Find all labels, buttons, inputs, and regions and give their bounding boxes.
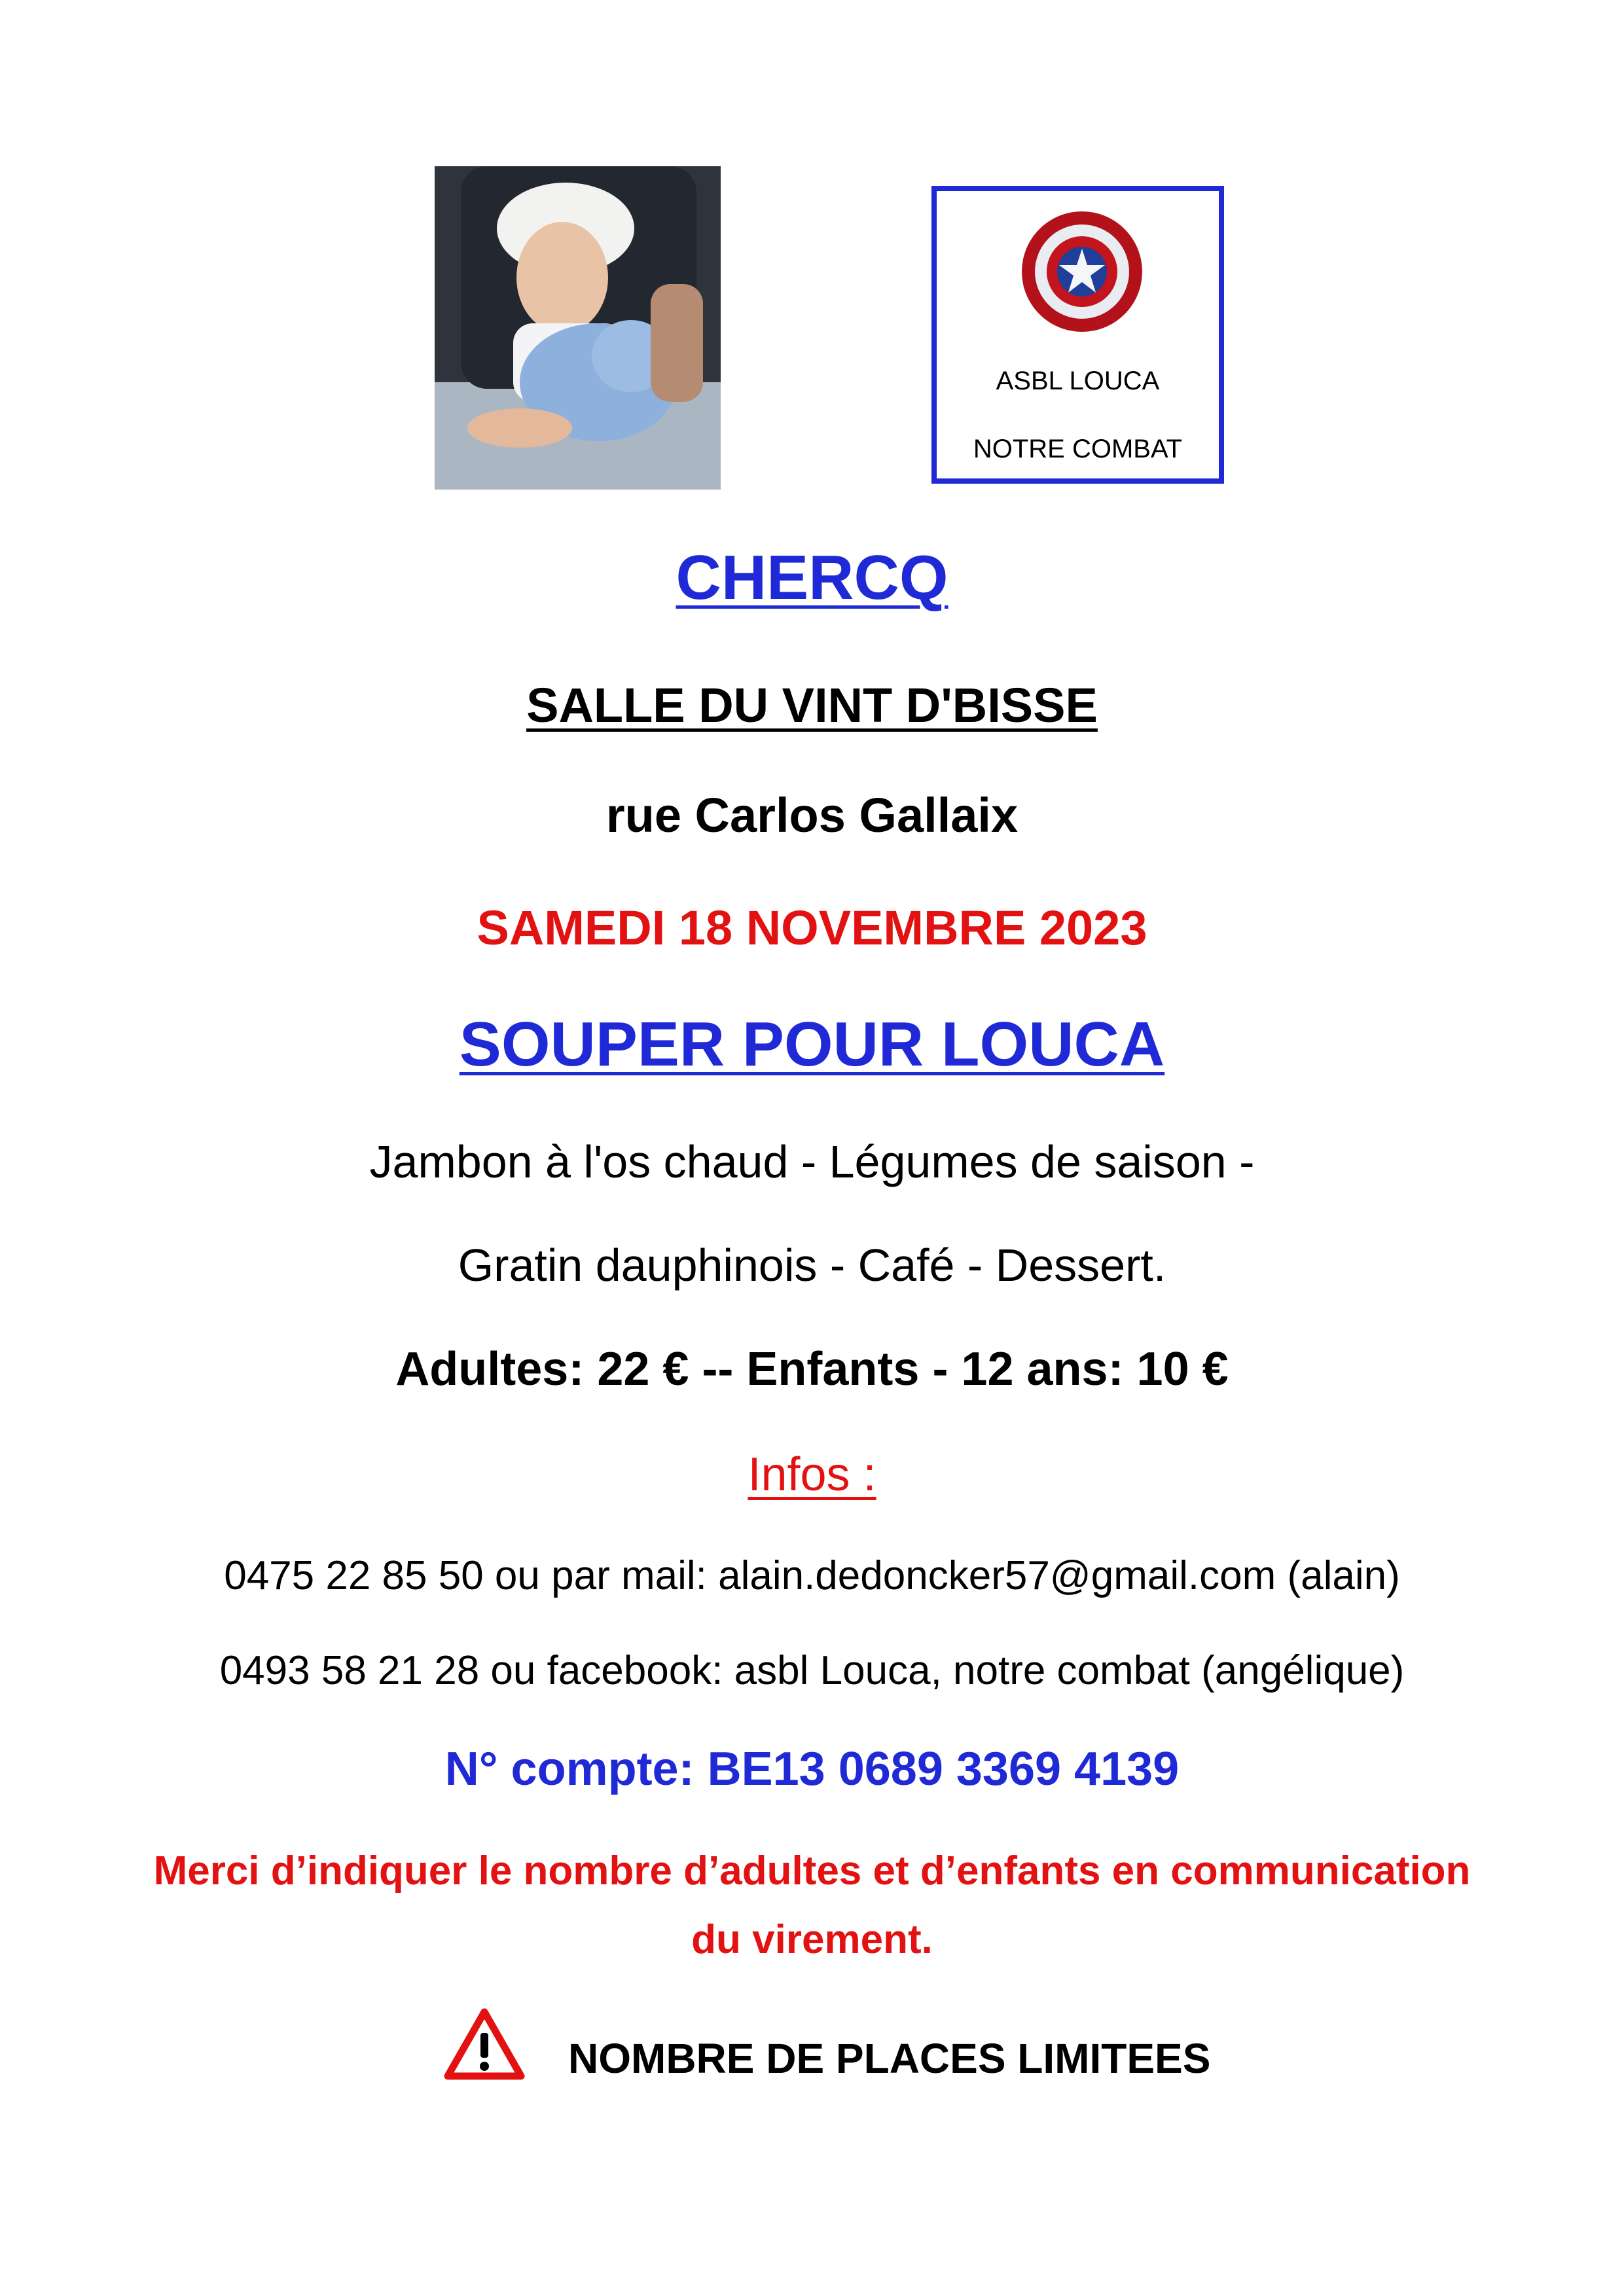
event-title: SOUPER POUR LOUCA [459, 1009, 1165, 1079]
venue-name: SALLE DU VINT D'BISSE [526, 678, 1098, 732]
menu-line-1: Jambon à l'os chaud - Légumes de saison - [369, 1136, 1255, 1187]
city-heading: CHERCQ [676, 543, 948, 613]
contact-angelique: 0493 58 21 28 ou facebook: asbl Louca, notre combat (angélique) [219, 1648, 1405, 1693]
logo-tagline: NOTRE COMBAT [973, 435, 1183, 463]
limited-seats-notice: NOMBRE DE PLACES LIMITEES [568, 2035, 1211, 2082]
captain-shield-icon [1020, 209, 1144, 334]
infos-label: Infos : [748, 1448, 876, 1501]
payment-note-line-2: du virement. [691, 1917, 933, 1962]
bank-account: N° compte: BE13 0689 3369 4139 [444, 1743, 1180, 1795]
logo-box [931, 186, 1224, 484]
payment-note-line-1: Merci d’indiquer le nombre d’adultes et d’enfants en communication [153, 1848, 1471, 1893]
warning-icon [444, 2008, 525, 2080]
contact-alain: 0475 22 85 50 ou par mail: alain.dedoncker57@gmail.com (alain) [224, 1553, 1400, 1598]
menu-line-2: Gratin dauphinois - Café - Dessert. [458, 1240, 1166, 1291]
event-date: SAMEDI 18 NOVEMBRE 2023 [477, 901, 1147, 955]
logo-org-name: ASBL LOUCA [996, 367, 1160, 395]
prices: Adultes: 22 € -- Enfants - 12 ans: 10 € [395, 1343, 1229, 1395]
street-address: rue Carlos Gallaix [605, 788, 1019, 842]
child-photo [435, 166, 721, 490]
